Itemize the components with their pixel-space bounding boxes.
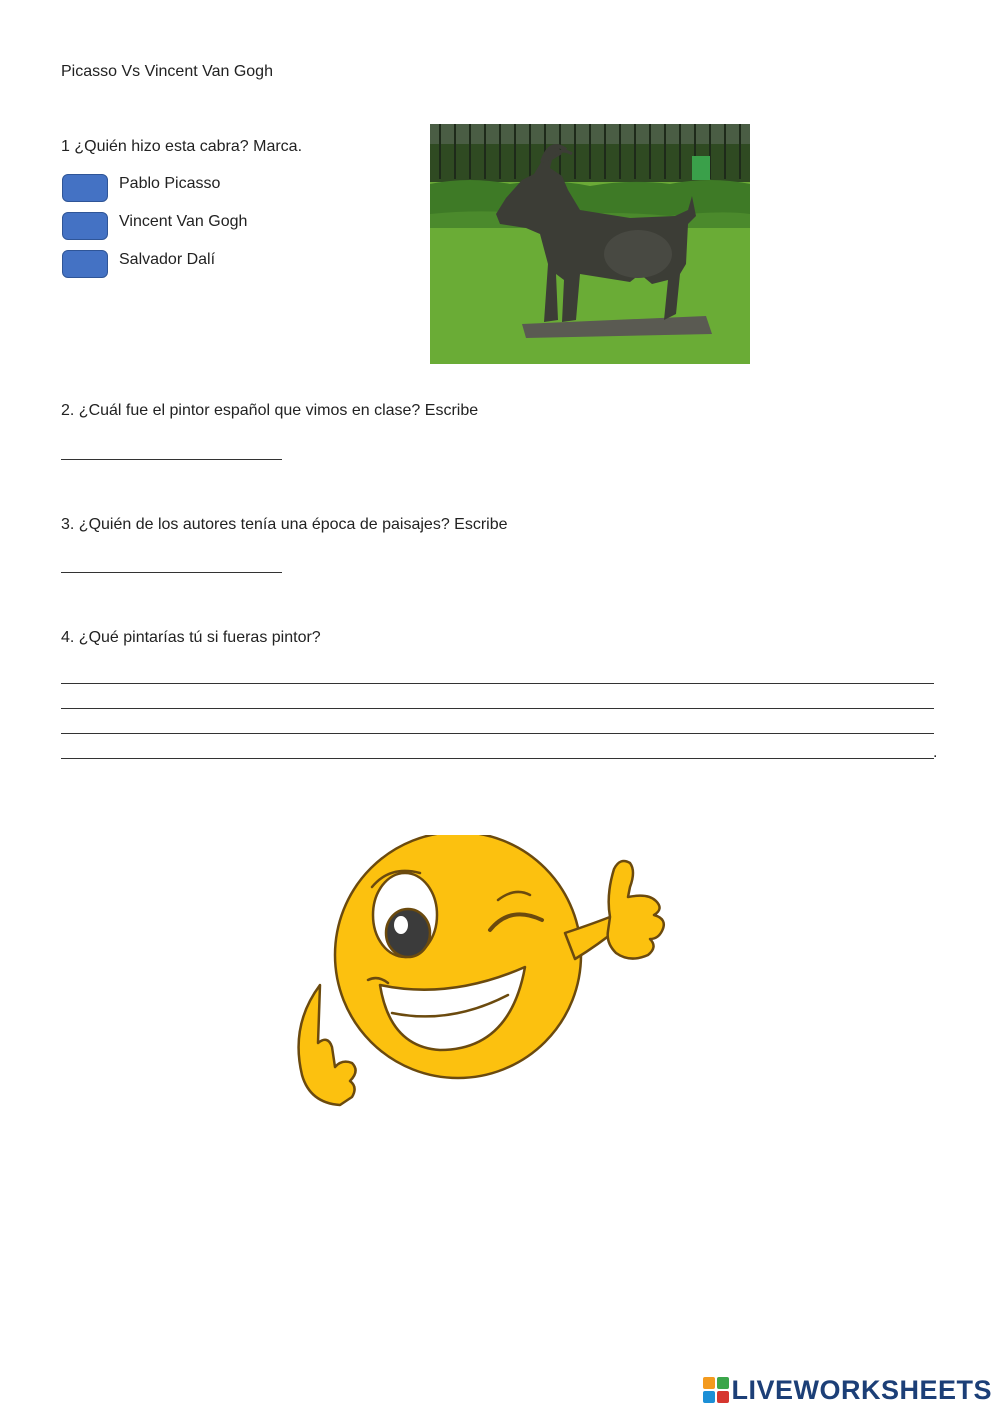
question-3: 3. ¿Quién de los autores tenía una época de paisajes? Escribe: [61, 516, 508, 533]
answer-line-q4-4[interactable]: [61, 758, 934, 759]
answer-line-q4-1[interactable]: [61, 683, 934, 684]
answer-line-q4-3[interactable]: [61, 733, 934, 734]
question-1: 1 ¿Quién hizo esta cabra? Marca.: [61, 138, 303, 155]
question-2: 2. ¿Cuál fue el pintor español que vimos en clase? Escribe: [61, 402, 479, 419]
liveworksheets-logo: [703, 1375, 992, 1405]
answer-line-q3[interactable]: [61, 572, 282, 573]
option-label-van-gogh: Vincent Van Gogh: [119, 213, 248, 230]
winking-thumbs-up-smiley: [280, 835, 680, 1120]
option-label-pablo-picasso: Pablo Picasso: [119, 175, 221, 192]
answer-end-period: .: [933, 744, 938, 761]
question-4: 4. ¿Qué pintarías tú si fueras pintor?: [61, 629, 321, 646]
worksheet-title: Picasso Vs Vincent Van Gogh: [61, 63, 273, 80]
option-label-salvador-dali: Salvador Dalí: [119, 251, 216, 268]
option-checkbox-van-gogh[interactable]: [62, 212, 108, 240]
answer-line-q4-2[interactable]: [61, 708, 934, 709]
liveworksheets-logo-text: LIVEWORKSHEETS: [731, 1375, 992, 1405]
goat-sculpture-photo: [430, 124, 750, 364]
answer-line-q2[interactable]: [61, 459, 282, 460]
option-checkbox-salvador-dali[interactable]: [62, 250, 108, 278]
option-checkbox-pablo-picasso[interactable]: [62, 174, 108, 202]
liveworksheets-logo-icon: [703, 1377, 729, 1403]
